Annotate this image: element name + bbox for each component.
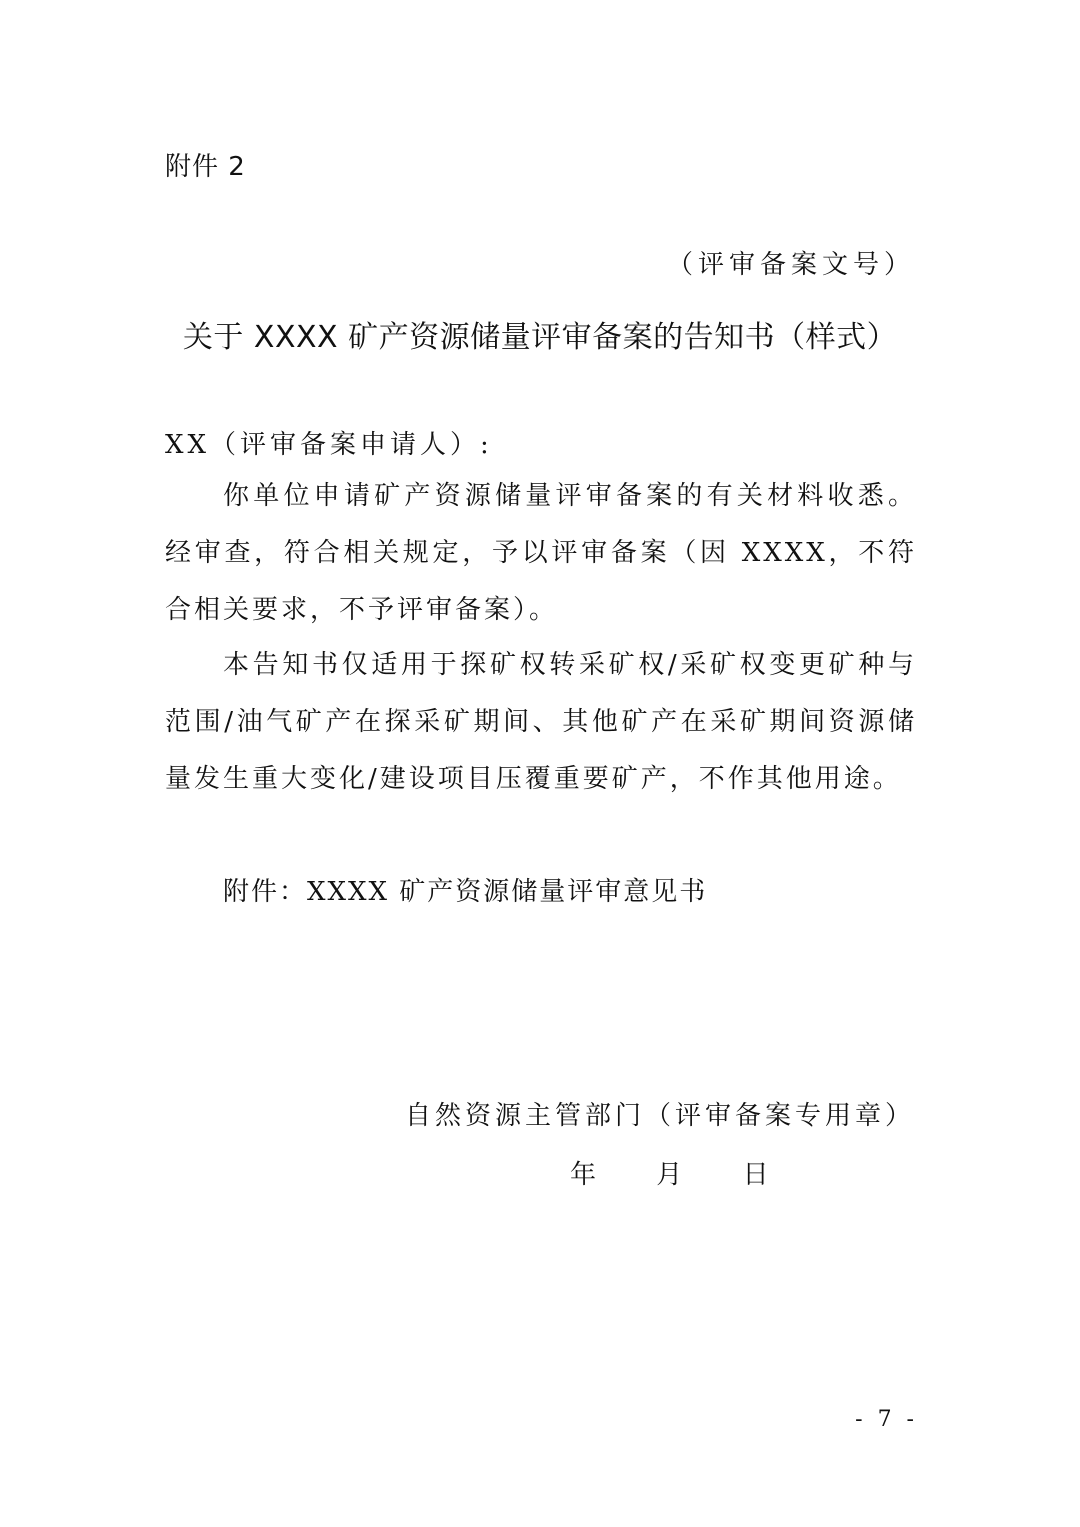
date-year: 年 <box>570 1160 597 1190</box>
attachment-reference: 附件：XXXX 矿产资源储量评审意见书 <box>223 877 708 907</box>
issuer-signature: 自然资源主管部门（评审备案专用章） <box>404 1101 915 1131</box>
body-paragraph-1: 你单位申请矿产资源储量评审备案的有关材料收悉。经审查，符合相关规定，予以评审备案（因 XXXX，不符合相关要求，不予评审备案）。 <box>165 481 917 625</box>
date-line <box>570 1154 769 1191</box>
document-number: （评审备案文号） <box>666 250 915 280</box>
attachment-label: 附件 2 <box>165 152 246 182</box>
body-paragraph-2: 本告知书仅适用于探矿权转采矿权/采矿权变更矿种与范围/油气矿产在探采矿期间、其他矿产在采矿期间资源储量发生重大变化/建设项目压覆重要矿产，不作其他用途。 <box>165 650 917 794</box>
date-day: 日 <box>742 1160 769 1190</box>
page-number: - 7 - <box>855 1407 918 1432</box>
page-title: 关于 XXXX 矿产资源储量评审备案的告知书（样式） <box>182 320 898 355</box>
addressee: XX（评审备案申请人）: <box>165 430 493 460</box>
date-month: 月 <box>656 1160 683 1190</box>
